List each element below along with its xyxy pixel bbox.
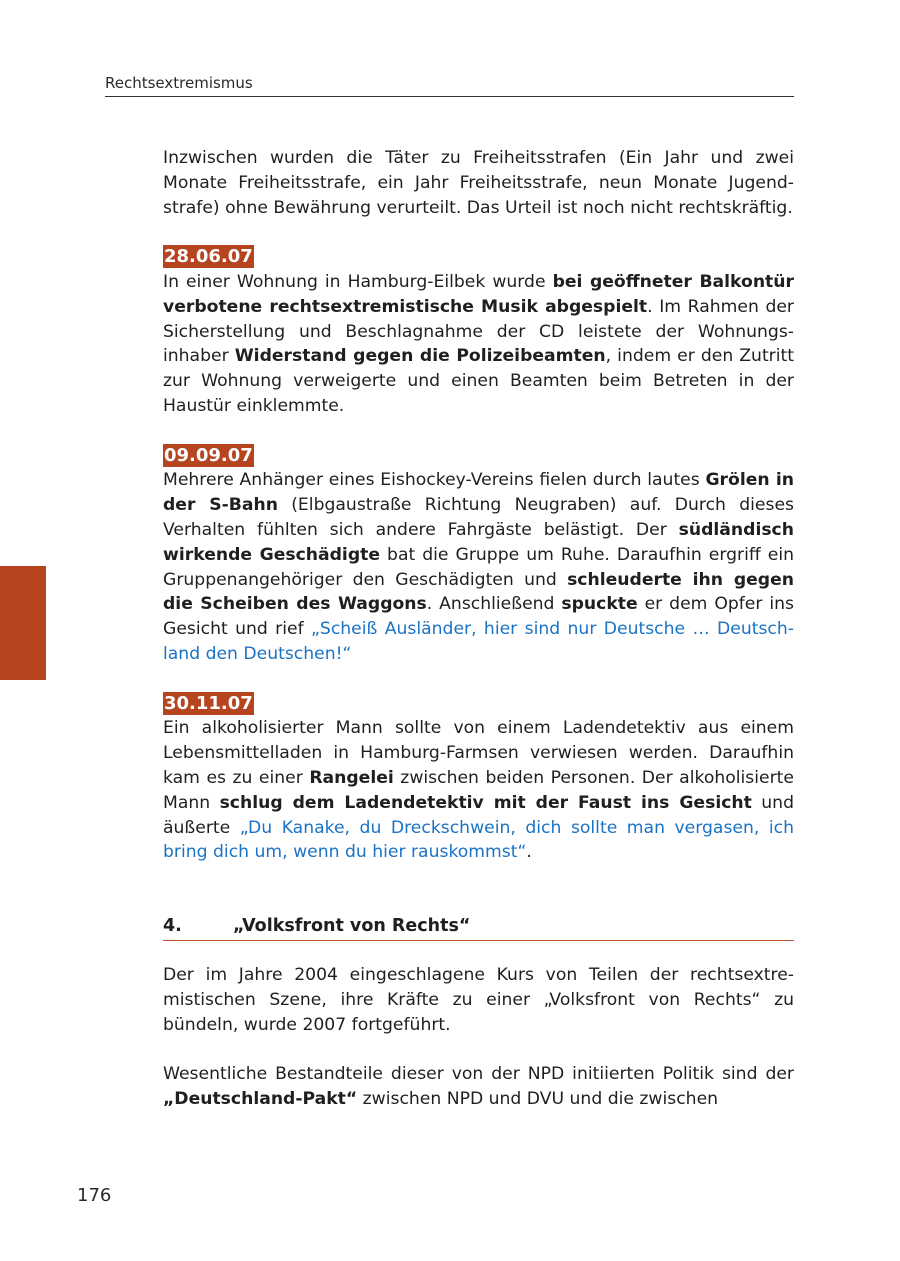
- incident-text: Mehrere Anhänger eines Eishockey-Vereins fielen durch lautes Grölen in der S-Bahn (Elbgaustraße Richtung Neugraben) auf. Durch dieses Verhalten fühlten sich andere Fahrgäste belästigt. Der südländisch wirkende Geschädigte bat die Gruppe um Ruhe. Daraufhin ergriff ein Gruppenangehöriger den Geschädigten und schleuderte ihn gegen die Scheiben des Waggons. Anschließend spuckte er dem Opfer ins Gesicht und rief „Scheiß Ausländer, hier sind nur Deutsche … Deutschland den Deutschen!“: [163, 470, 794, 664]
- intro-paragraph: Inzwischen wurden die Täter zu Freiheitsstrafen (Ein Jahr und zwei Monate Freiheitsstrafe, ein Jahr Freiheitsstrafe, neun Monate Jugendstrafe) ohne Bewährung verurteilt. Das Urteil ist noch nicht rechtskräftig.: [163, 148, 794, 218]
- incident-entry: [163, 245, 794, 419]
- page-content: [163, 146, 794, 1112]
- incident-text: In einer Wohnung in Hamburg-Eilbek wurde bei geöffneter Balkontür verbotene rechtsextremistische Musik abgespielt. Im Rahmen der Sicherstellung und Beschlagnahme der CD leistete der Wohnungsinhaber Widerstand gegen die Polizeibeamten, indem er den Zutritt zur Wohnung verweigerte und einen Beamten beim Betreten in der Haustür einklemmte.: [163, 271, 795, 416]
- chapter-tab-marker: [0, 566, 46, 680]
- section-heading: [163, 914, 794, 941]
- section-paragraph: Der im Jahre 2004 eingeschlagene Kurs von Teilen der rechtsextremistischen Szene, ihre Kräfte zu einer „Volksfront von Rechts“ zu bündeln, wurde 2007 fortgeführt.: [163, 965, 794, 1035]
- running-header: Rechtsextremismus: [105, 74, 794, 97]
- date-label: 09.09.07: [164, 444, 253, 466]
- section-paragraph: Wesentliche Bestandteile dieser von der NPD initiierten Politik sind der „Deutschland-Pakt“ zwischen NPD und DVU und die zwischen: [163, 1064, 794, 1110]
- quote-text: „Scheiß Ausländer, hier sind nur Deutsche … Deutschland den Deutschen!“: [163, 619, 794, 664]
- section-title: „Volksfront von Rechts“: [233, 916, 471, 937]
- page-number: 176: [77, 1185, 112, 1206]
- section-number: 4.: [163, 916, 182, 937]
- date-label: 30.11.07: [164, 692, 253, 714]
- incident-text: Ein alkoholisierter Mann sollte von einem Ladendetektiv aus einem Lebensmittelladen in Hamburg-Farmsen verwiesen werden. Daraufhin kam es zu einer Rangelei zwischen beiden Personen. Der alkoholisierte Mann schlug dem Ladendetektiv mit der Faust ins Gesicht und äußerte „Du Kanake, du Dreckschwein, dich sollte man vergasen, ich bring dich um, wenn du hier rauskommst“.: [163, 718, 795, 863]
- incident-entry: [163, 444, 794, 667]
- incident-entry: [163, 692, 794, 866]
- quote-text: „Du Kanake, du Dreckschwein, dich sollte man vergasen, ich bring dich um, wenn du hier rauskommst“: [163, 817, 795, 863]
- date-label: 28.06.07: [164, 246, 253, 268]
